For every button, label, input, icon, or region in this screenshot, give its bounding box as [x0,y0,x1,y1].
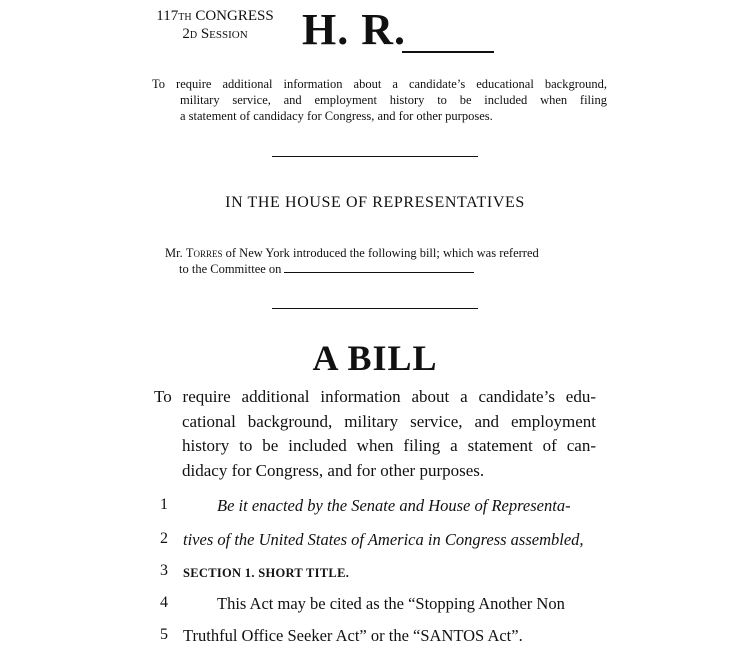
congress-word: CONGRESS [195,8,274,24]
summary-line-1: To require additional information about a candidate’s educational background, [152,77,607,91]
short-title-line-2: Truthful Office Seeker Act” or the “SANTOS Act”. [183,626,523,645]
purpose-line-2: cational background, military service, and employment [182,411,596,431]
enacting-clause-line-2: tives of the United States of America in Congress assembled, [183,530,584,549]
bill-number-title: H. R. [302,5,406,54]
line-number-2: 2 [160,530,168,547]
session-word: Session [200,26,248,42]
committee-blank [284,262,474,273]
introduction-text [165,245,585,277]
congress-number: 117 [156,8,179,24]
line-number-5: 5 [160,626,168,643]
session-number: 2 [182,26,190,42]
session-ordinal: D [189,30,198,41]
bill-number-blank [402,51,494,53]
section-heading: SECTION 1. SHORT TITLE. [183,566,350,580]
bill-purpose [154,385,596,483]
line-number-1: 1 [160,496,168,513]
introduction-line-1 [165,245,585,261]
summary-line-2: military service, and employment history to be included when filing [180,93,607,107]
summary-line-3: a statement of candidacy for Congress, and for other purposes. [180,109,493,123]
bill-heading: A BILL [312,338,438,378]
introduction-line-1-rest: of New York introduced the following bill; which was referred [225,246,539,260]
introduction-line-2 [165,261,585,277]
short-title-line-1: This Act may be cited as the “Stopping Another Non [217,594,565,613]
congress-ordinal: TH [178,12,192,23]
purpose-line-3: history to be included when filing a statement of can- [182,436,596,455]
line-number-4: 4 [160,594,168,611]
line-number-3: 3 [160,562,168,579]
sponsor-name: Torres [185,246,223,260]
purpose-line-4: didacy for Congress, and for other purposes. [182,460,485,480]
congress-line [150,8,280,26]
session-line [150,26,280,44]
sponsor-prefix: Mr. [165,246,183,260]
congress-session-label [150,8,280,44]
divider-top [272,156,478,157]
divider-bottom [272,308,478,309]
chamber-heading: IN THE HOUSE OF REPRESENTATIVES [225,194,525,211]
enacting-clause-line-1: Be it enacted by the Senate and House of Representa- [217,496,571,515]
bill-summary [152,76,607,124]
committee-label: to the Committee on [179,262,282,276]
purpose-line-1: To require additional information about a candidate’s edu- [154,387,596,406]
